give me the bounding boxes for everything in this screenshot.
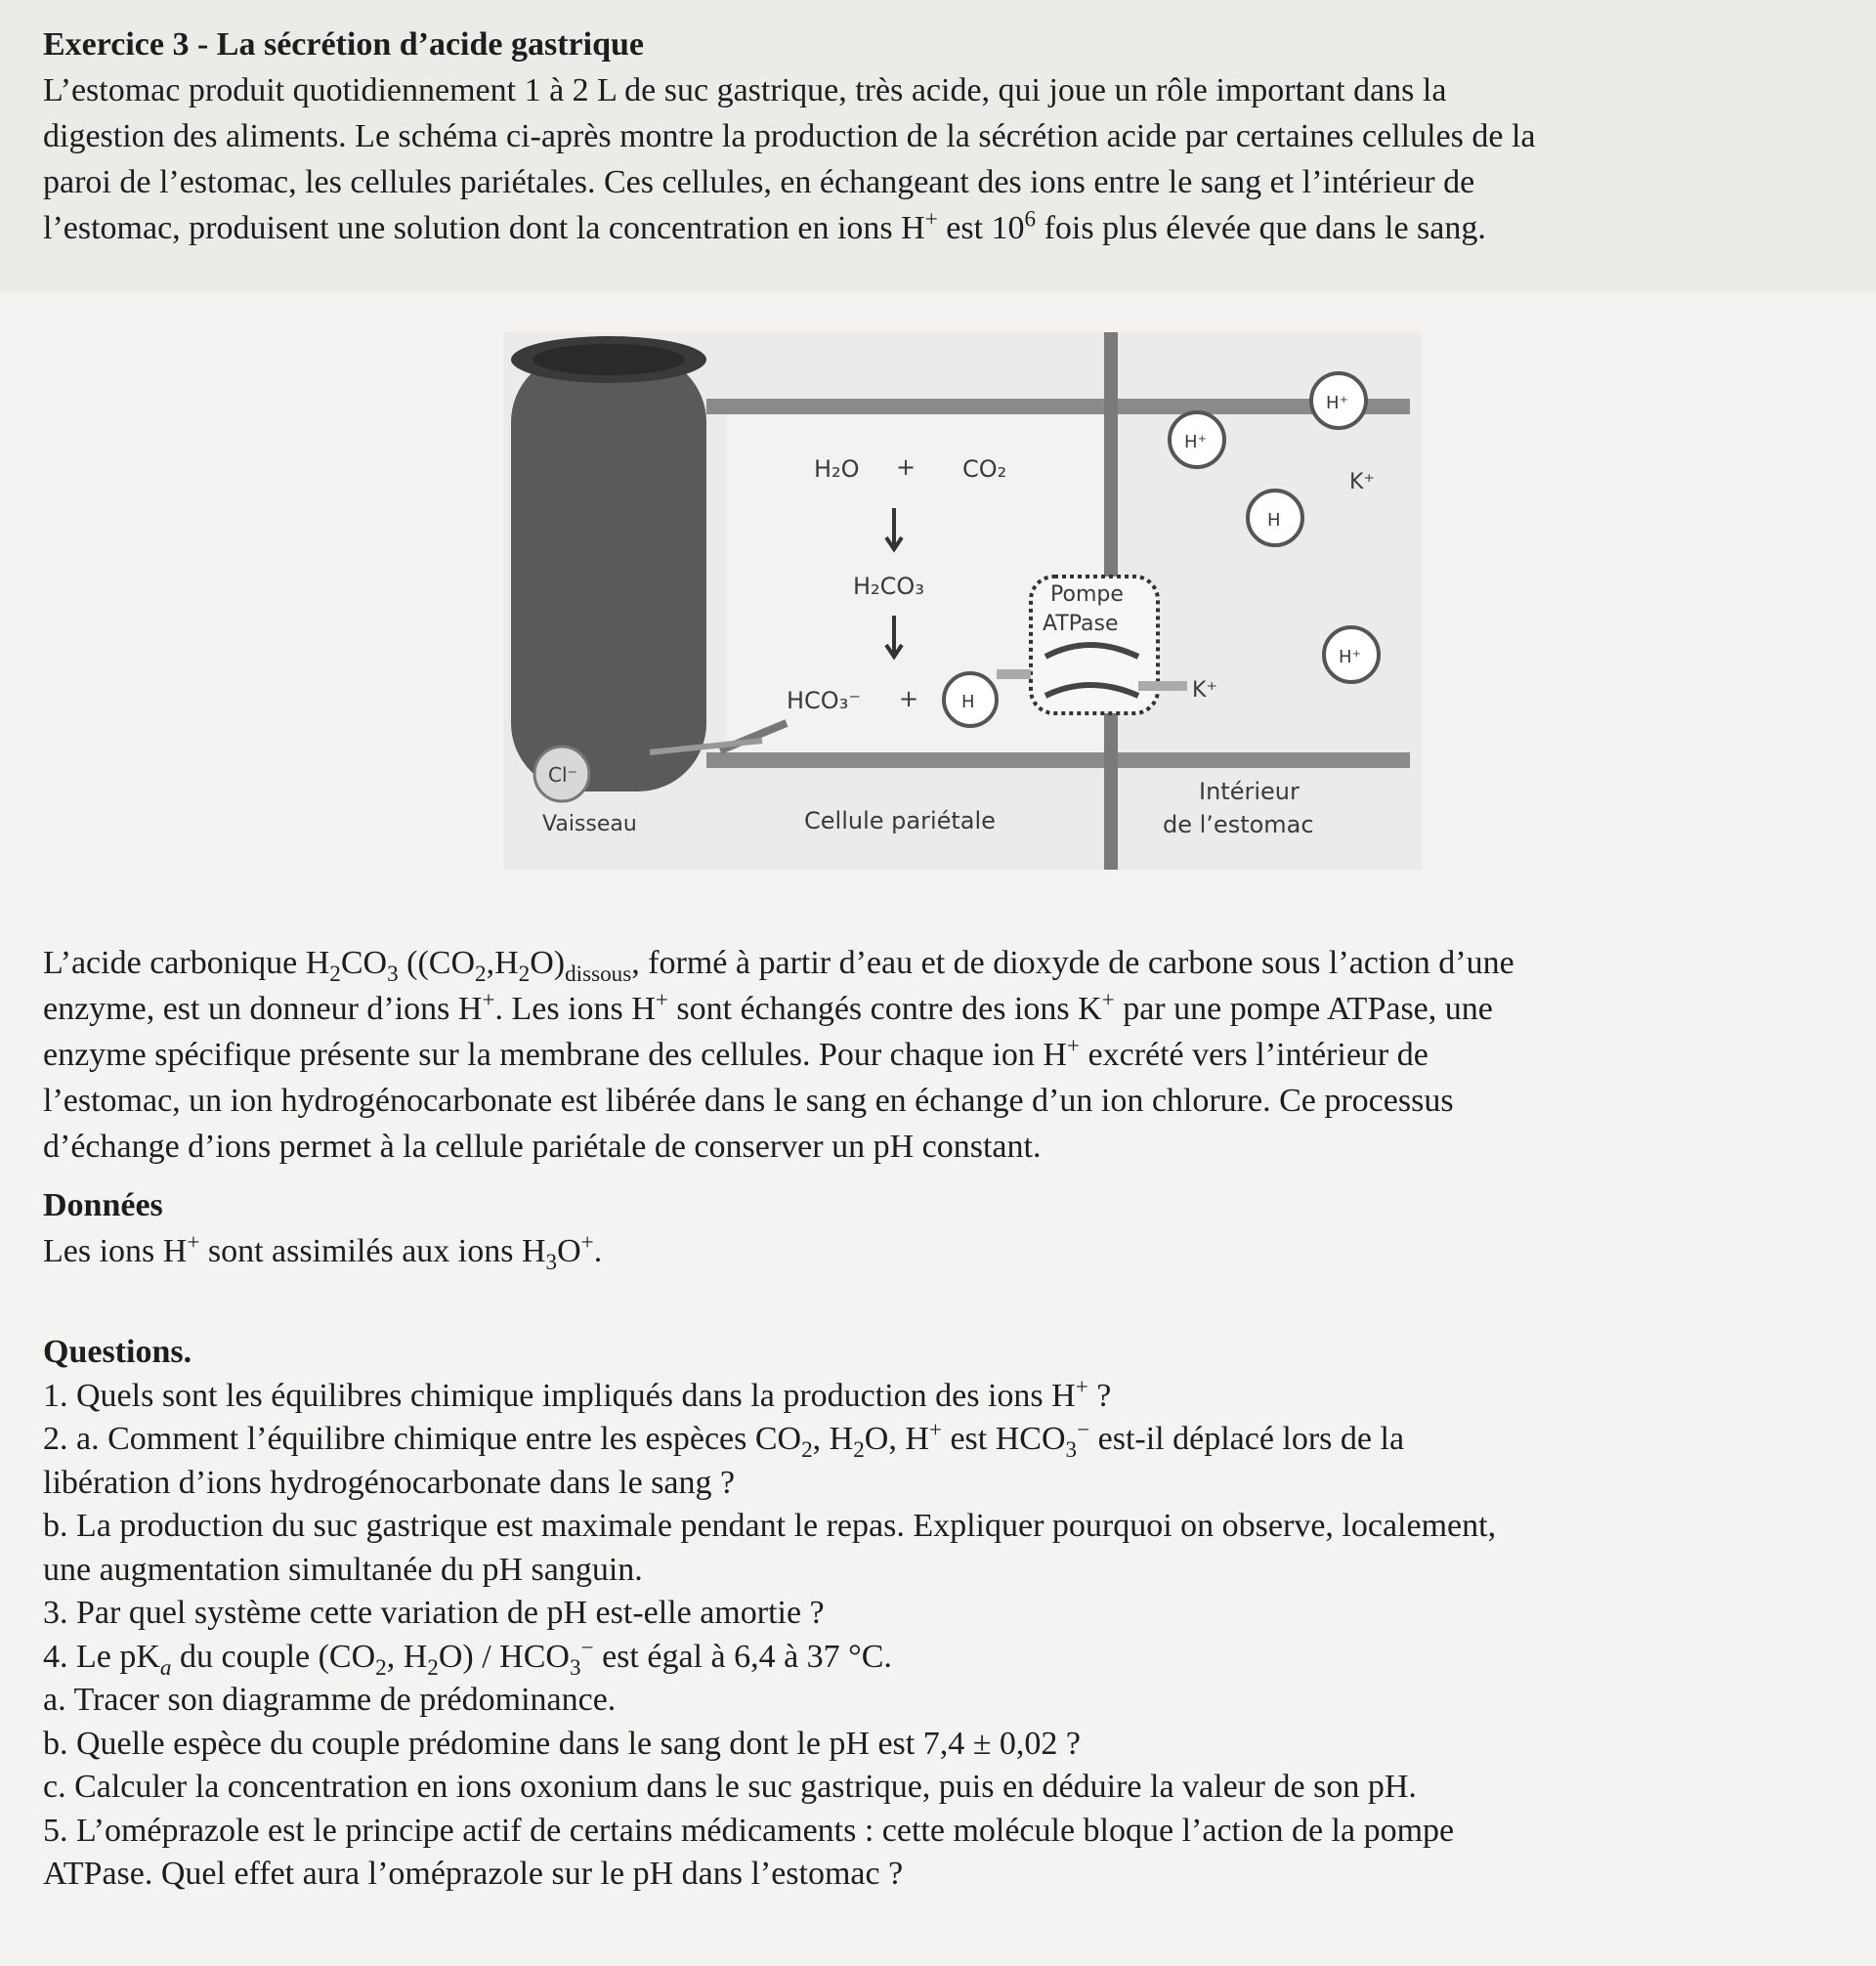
question-4: 4. Le $pK_a$ du couple ($CO_2$, $H_2O) / HCO_3^-$ est égal à 6,4 à 37 °C. — [43, 1635, 892, 1681]
data-section — [43, 1182, 1851, 1274]
intro-line: L’estomac produit quotidiennement 1 à 2 L de suc gastrique, très acide, qui joue un rôle important dans la — [43, 72, 1447, 108]
cell-label: Cellule pariétale — [804, 807, 996, 834]
cell-membrane-top — [706, 399, 1410, 414]
diagram-svg — [503, 332, 1422, 870]
blood-vessel — [511, 354, 706, 791]
h-ion-label: H — [961, 692, 975, 712]
questions-section — [43, 1331, 1851, 1897]
question-2a-continued: libération d’ions hydrogénocarbonate dans le sang ? — [43, 1464, 736, 1501]
vessel-label: Vaisseau — [542, 812, 637, 836]
exercise-header — [43, 21, 1851, 251]
h2o-label: H₂O — [814, 455, 860, 483]
interior-label-2: de l’estomac — [1163, 811, 1314, 838]
data-title: Données — [43, 1187, 163, 1223]
paragraph-line: l’estomac, un ion hydrogénocarbonate est libérée dans le sang en échange d’un ion chlorure. Ce processus — [43, 1083, 1454, 1119]
question-2a: 2. a. Comment l’équilibre chimique entre les espèces $CO_2$, $H_2O$, H+ est $HCO_3^-$ est-il déplacé lors de la — [43, 1417, 1405, 1463]
lumen-h-ion-label: H⁺ — [1326, 393, 1349, 413]
lumen-h-ion-label: H⁺ — [1184, 432, 1208, 452]
question-1: 1. Quels sont les équilibres chimique impliqués dans la production des ions H+ ? — [43, 1374, 1112, 1414]
cell-membrane-bottom — [706, 752, 1410, 768]
chloride-ion-label: Cl⁻ — [548, 763, 578, 787]
interior-label-1: Intérieur — [1199, 778, 1300, 805]
question-5: 5. L’oméprazole est le principe actif de certains médicaments : cette molécule bloque l’action de la pompe — [43, 1812, 1455, 1849]
intro-line: digestion des aliments. Le schéma ci-après montre la production de la sécrétion acide par certaines cellules de la — [43, 118, 1536, 154]
paragraph-line: L’acide carbonique $H_2CO_3$ ($(CO_2,H_2O)_{dissous}$, formé à partir d’eau et de dioxyde de carbone sous l’action d’une — [43, 945, 1514, 987]
k-ion-pump-label: K⁺ — [1192, 678, 1218, 703]
intro-line: paroi de l’estomac, les cellules pariétales. Ces cellules, en échangeant des ions entre le sang et l’intérieur de — [43, 164, 1475, 200]
questions-title: Questions. — [43, 1334, 192, 1370]
co2-label: CO₂ — [962, 455, 1007, 483]
paragraph-line: enzyme spécifique présente sur la membrane des cellules. Pour chaque ion H+ excrété vers l’intérieur de — [43, 1033, 1428, 1073]
blood-vessel-lumen — [533, 344, 685, 375]
intro-line: l’estomac, produisent une solution dont la concentration en ions H+ est $10^6$ fois plus élevée que dans le sang. — [43, 206, 1486, 246]
pump-label-2: ATPase — [1043, 612, 1119, 636]
h2co3-label: H₂CO₃ — [853, 573, 924, 600]
lumen-h-ion-label: H — [1267, 510, 1281, 531]
paragraph-line: d’échange d’ions permet à la cellule pariétale de conserver un pH constant. — [43, 1129, 1042, 1165]
plus-sign: + — [899, 685, 919, 712]
plus-sign: + — [896, 453, 917, 481]
question-4a: a. Tracer son diagramme de prédominance. — [43, 1682, 617, 1718]
explanation-paragraph — [43, 940, 1851, 1170]
question-5-continued: ATPase. Quel effet aura l’oméprazole sur le pH dans l’estomac ? — [43, 1856, 904, 1892]
question-4b: b. Quelle espèce du couple prédomine dans le sang dont le pH est 7,4 ± 0,02 ? — [43, 1725, 1081, 1762]
question-2b-continued: une augmentation simultanée du pH sanguin. — [43, 1551, 643, 1588]
question-2b: b. La production du suc gastrique est maximale pendant le repas. Expliquer pourquoi on observe, localement, — [43, 1508, 1497, 1544]
lumen-h-ion-label: H⁺ — [1339, 647, 1362, 667]
exercise-title: Exercice 3 - La sécrétion d’acide gastrique — [43, 26, 645, 63]
paragraph-line: enzyme, est un donneur d’ions H+. Les ions H+ sont échangés contre des ions K+ par une pompe ATPase, une — [43, 987, 1493, 1027]
pump-label-1: Pompe — [1050, 582, 1124, 607]
data-line: Les ions H+ sont assimilés aux ions $H_3O^+$. — [43, 1229, 603, 1275]
question-3: 3. Par quel système cette variation de pH est-elle amortie ? — [43, 1595, 825, 1631]
lumen-k-ion-label: K⁺ — [1349, 470, 1376, 494]
question-4c: c. Calculer la concentration en ions oxonium dans le suc gastrique, puis en déduire la valeur de son pH. — [43, 1769, 1417, 1805]
parietal-cell-diagram — [503, 332, 1422, 870]
hco3-label: HCO₃⁻ — [787, 687, 861, 714]
